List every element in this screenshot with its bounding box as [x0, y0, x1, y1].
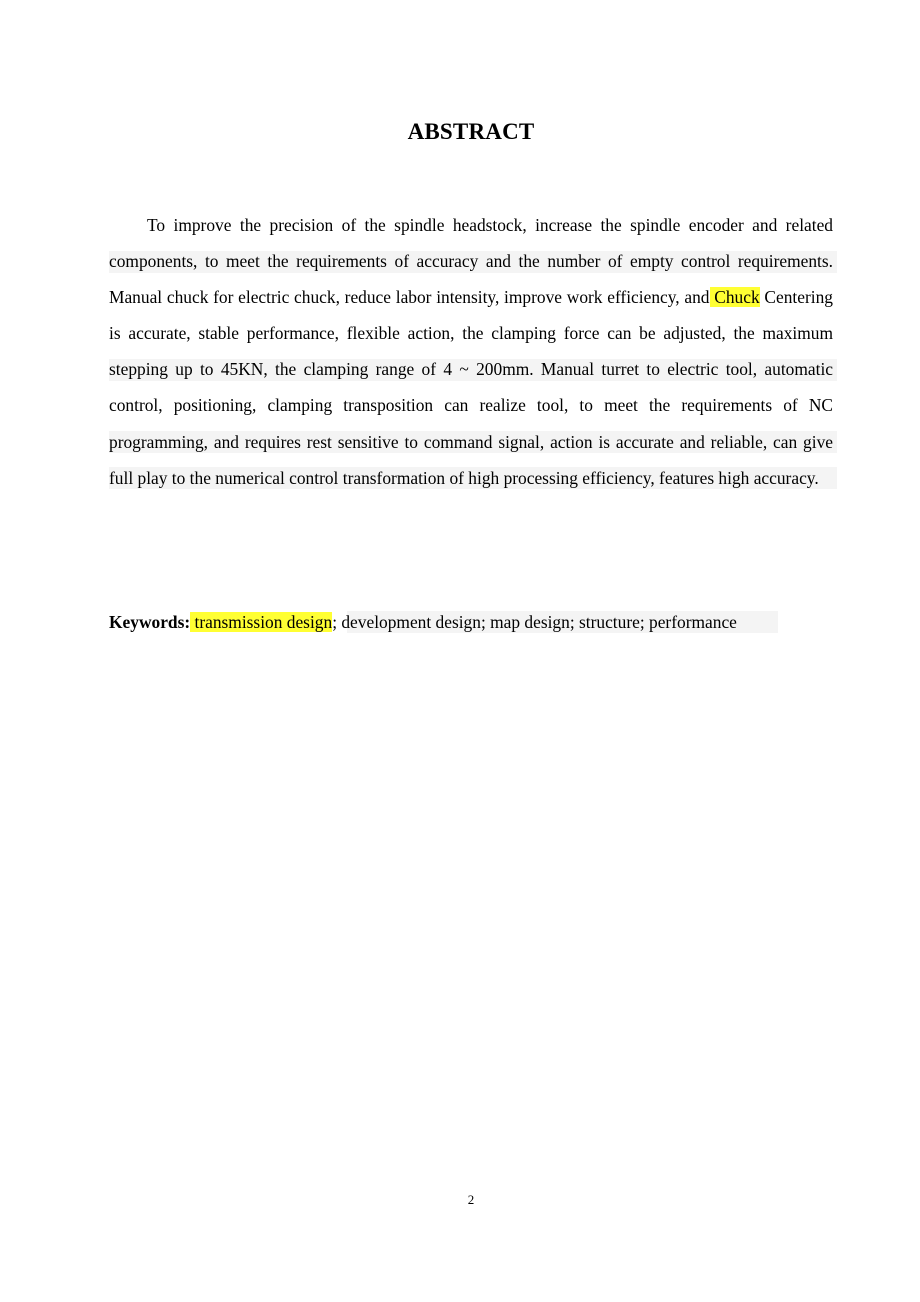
page-number: 2 [467, 1192, 475, 1207]
keywords-rest: ; development design; map design; structure; performance [332, 612, 737, 632]
abstract-paragraph [109, 207, 833, 496]
abstract-highlight: Chuck [709, 287, 760, 308]
keywords-highlight: transmission design [190, 612, 333, 632]
abstract-title: ABSTRACT [407, 119, 535, 144]
keywords-separator: : [184, 612, 191, 632]
abstract-text-part2: Centering is accurate, stable performance, flexible action, the clamping force can be adjusted, the maximum stepping up to 45KN, the clamping range of 4 ~ 200mm. Manual turret to electric tool, automatic control, positioning, clamping transposition can realize tool, to meet the requirements of NC programming, and requires rest sensitive to command signal, action is accurate and reliable, can give full play to the numerical control transformation of high processing efficiency, features high accuracy. [109, 287, 833, 488]
keywords-line [109, 610, 737, 634]
keywords-label: Keywords [109, 612, 185, 632]
abstract-text-part1: To improve the precision of the spindle headstock, increase the spindle encoder and related components, to meet the requirements of accuracy and the number of empty control requirements. Manual chuck for electric chuck, reduce labor intensity, improve work efficiency, and [109, 215, 833, 308]
